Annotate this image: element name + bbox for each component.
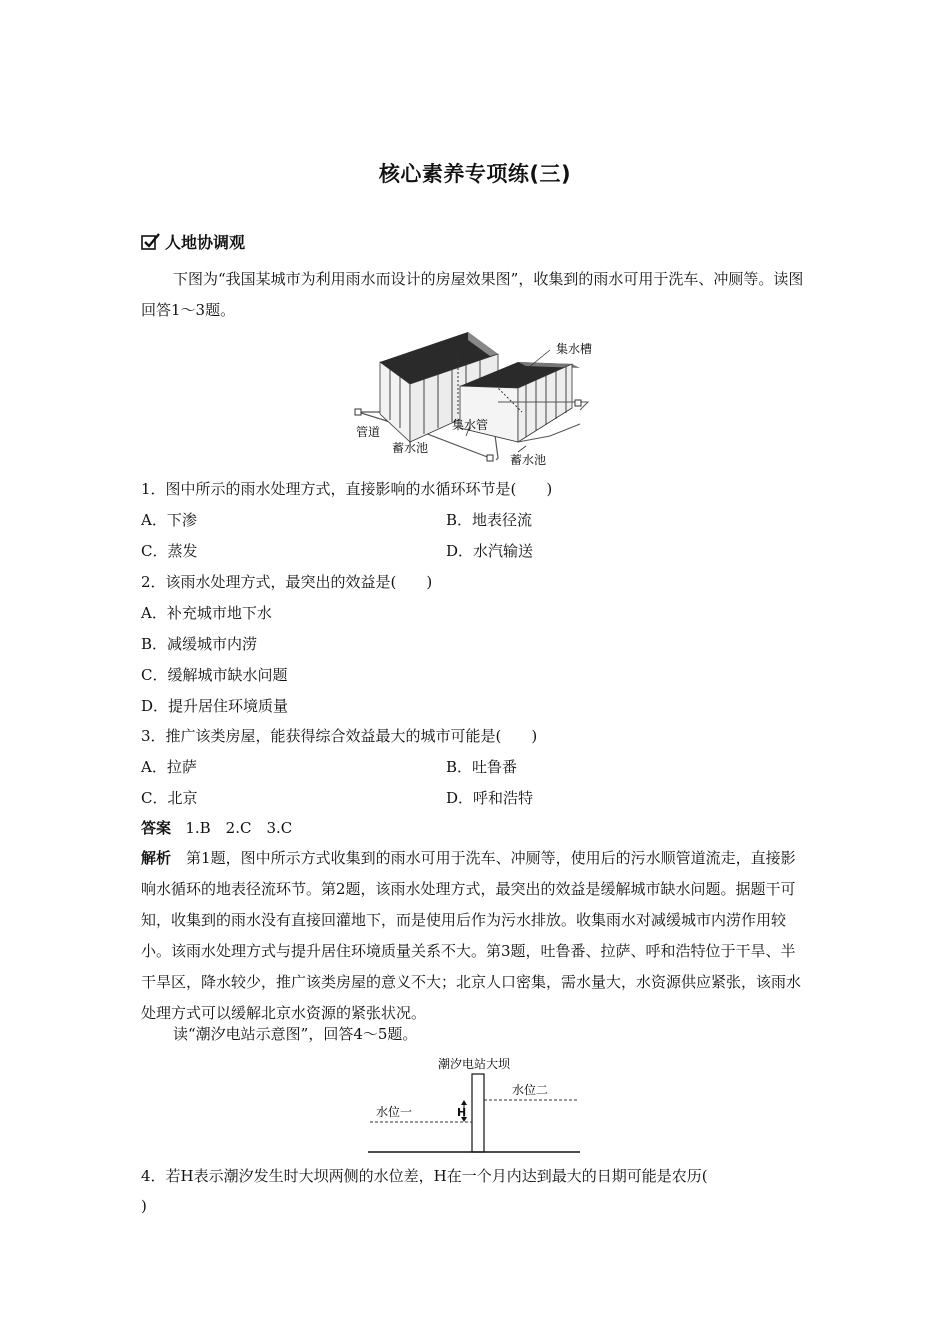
q3-option-a: A．拉萨 [141,758,197,776]
label-gutter: 集水槽 [556,342,593,356]
label-dam: 潮汐电站大坝 [438,1057,511,1071]
tidal-dam-figure [366,1054,586,1156]
label-level-2: 水位二 [512,1083,549,1097]
section-label: 人地协调观 [165,233,246,252]
q1-option-c: C．蒸发 [141,542,198,560]
q3-option-d: D．呼和浩特 [446,789,534,807]
section-heading [141,230,245,253]
q2-option-d: D．提升居住环境质量 [141,697,289,715]
question-3-stem: 3．推广该类房屋，能获得综合效益最大的城市可能是( ) [141,727,538,745]
analysis-paragraph [141,843,809,1029]
question-1-stem: 1．图中所示的雨水处理方式，直接影响的水循环环节是( ) [141,480,553,498]
house-figure [350,324,610,469]
label-pool-left: 蓄水池 [392,441,429,455]
q3-option-b: B．吐鲁番 [446,758,518,776]
page-title: 核心素养专项练(三) [378,162,572,186]
q1-option-b: B．地表径流 [446,511,533,529]
question-4-stem: 4．若H表示潮汐发生时大坝两侧的水位差，H在一个月内达到最大的日期可能是农历( [141,1167,708,1185]
answer-text: 1.B 2.C 3.C [185,819,293,837]
q2-option-a: A．补充城市地下水 [141,604,272,622]
q2-option-b: B．减缓城市内涝 [141,635,258,653]
label-h: H [457,1106,467,1119]
label-level-1: 水位一 [376,1105,413,1119]
question-4-continued: ) [141,1197,147,1215]
answer-label: 答案 [141,819,172,837]
analysis-label: 解析 [141,849,172,867]
answer-line [141,818,292,838]
checkbox-icon [141,233,161,251]
q1-option-a: A．下渗 [141,511,197,529]
intro-paragraph-2: 读“潮汐电站示意图”，回答4～5题。 [173,1025,418,1043]
label-pipe: 管道 [356,425,381,439]
label-downpipe: 集水管 [452,418,489,432]
q1-option-d: D．水汽输送 [446,542,534,560]
q2-option-c: C．缓解城市缺水问题 [141,666,288,684]
q3-option-c: C．北京 [141,789,198,807]
question-2-stem: 2．该雨水处理方式，最突出的效益是( ) [141,573,433,591]
analysis-text: 第1题，图中所示方式收集到的雨水可用于洗车、冲厕等，使用后的污水顺管道流走，直接影响水循环的地表径流环节。第2题，该雨水处理方式，最突出的效益是缓解城市缺水问题。据题干可知，收集到的雨水没有直接回灌地下，而是使用后作为污水排放。收集雨水对减缓城市内涝作用较小。该雨水处理方式与提升居住环境质量关系不大。第3题，吐鲁番、拉萨、呼和浩特位于干旱、半干旱区，降水较少，推广该类房屋的意义不大；北京人口密集，需水量大，水资源供应紧张，该雨水处理方式可以缓解北京水资源的紧张状况。 [141,849,802,1022]
label-pool-right: 蓄水池 [510,453,547,467]
intro-paragraph-1: 下图为“我国某城市为利用雨水而设计的房屋效果图”，收集到的雨水可用于洗车、冲厕等。读图回答1～3题。 [141,270,804,319]
